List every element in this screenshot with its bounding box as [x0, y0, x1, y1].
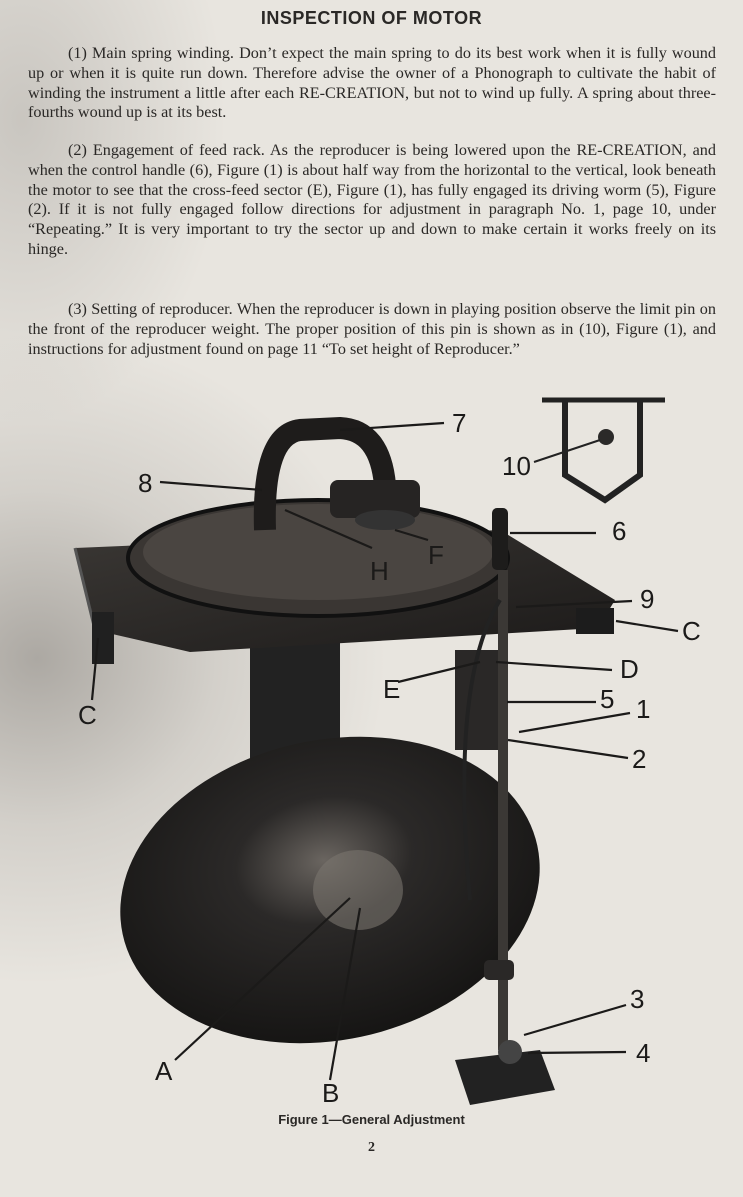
page-number: 2 — [368, 1140, 375, 1155]
label-7: 7 — [452, 408, 467, 438]
label-3: 3 — [630, 984, 645, 1014]
label-f: F — [428, 540, 444, 570]
label-6: 6 — [612, 516, 627, 546]
paragraph-reproducer: (3) Setting of reproducer. When the reproducer is down in playing position observe the limit pin on the front of the reproducer weight. The proper position of this pin is shown as in (10), Figure (1), and instructions for adjustment found on page 11 “To set height of Reproducer.” — [28, 300, 716, 358]
label-h: H — [370, 556, 389, 586]
label-9: 9 — [640, 584, 655, 614]
label-8: 8 — [138, 468, 153, 498]
paragraph-main-spring: (1) Main spring winding. Don’t expect the main spring to do its best work when it is fully wound up or when it is quite run down. Therefore advise the owner of a Phonograph to cultivate the habit of winding the instrument a little after each RE-CREATION, but not to wind up fully. A spring about three-fourths wound up is at its best. — [28, 44, 716, 122]
label-a: A — [155, 1056, 173, 1086]
label-10: 10 — [502, 451, 531, 481]
label-b: B — [322, 1078, 340, 1108]
paragraph-feed-rack: (2) Engagement of feed rack. As the reproducer is being lowered upon the RE-CREATION, and when the control handle (6), Figure (1) is about half way from the horizontal to the vertical, look beneath the motor to see that the cross-feed sector (E), Figure (1), has fully engaged its driving worm (5), Figure (2). If it is not fully engaged follow directions for adjustment in paragraph No. 1, page 10, under “Repeating.” It is very important to try the sector up and down to make certain it works freely on its hinge. — [28, 141, 716, 258]
figure-caption: Figure 1—General Adjustment — [278, 1112, 465, 1127]
page-title: INSPECTION OF MOTOR — [260, 8, 483, 28]
label-1: 1 — [636, 694, 651, 724]
label-4: 4 — [636, 1038, 651, 1068]
label-c-right: C — [682, 616, 701, 646]
label-2: 2 — [632, 744, 647, 774]
label-d: D — [620, 654, 639, 684]
limit-pin-inset — [534, 400, 665, 500]
label-c-left: C — [78, 700, 97, 730]
figure-general-adjustment — [0, 380, 743, 1120]
label-5: 5 — [600, 684, 615, 714]
label-e: E — [383, 674, 401, 704]
